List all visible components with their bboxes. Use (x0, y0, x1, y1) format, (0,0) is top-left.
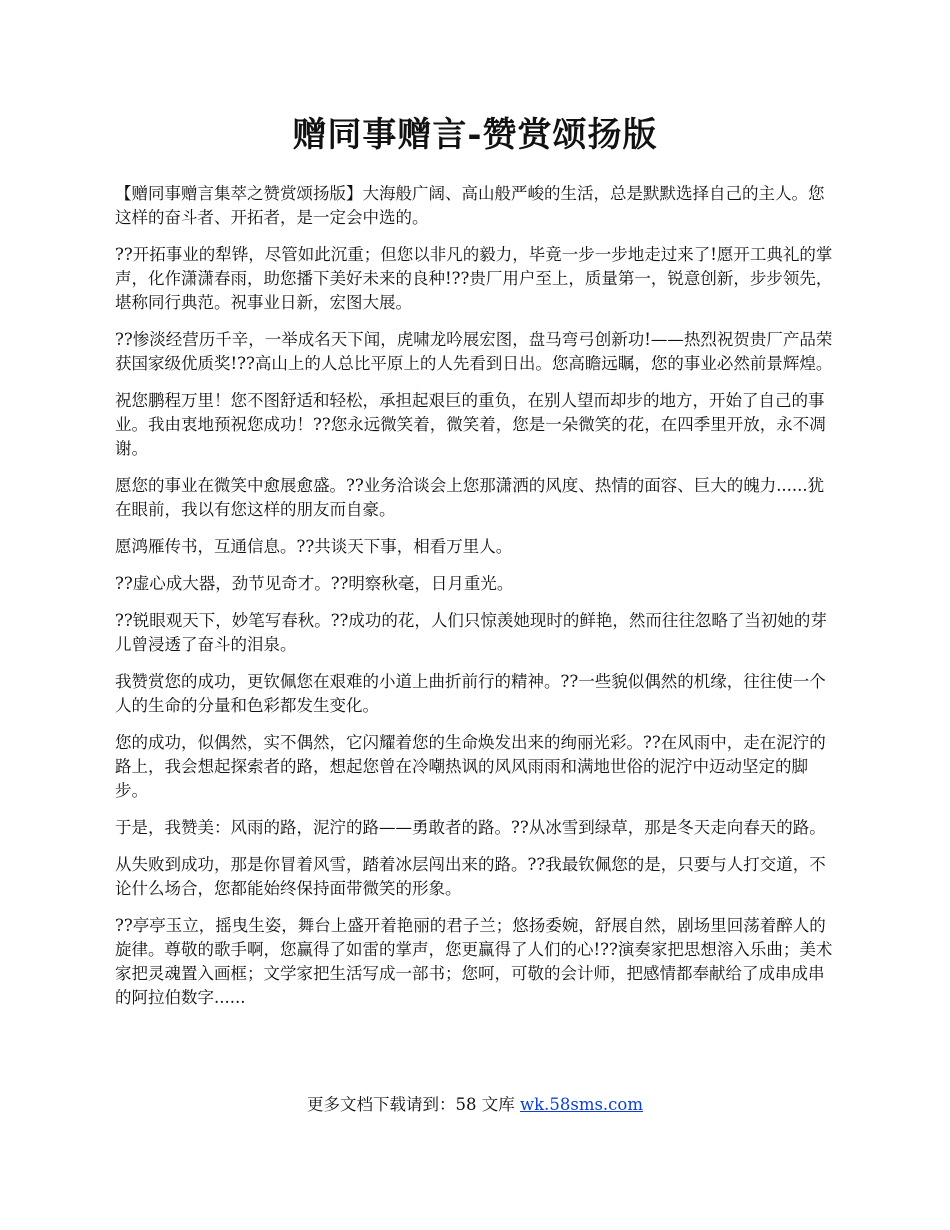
paragraph: ??虚心成大器，劲节见奇才。??明察秋毫，日月重光。 (115, 574, 514, 593)
paragraph: 于是，我赞美：风雨的路，泥泞的路——勇敢者的路。??从冰雪到绿草，那是冬天走向春天的路。 (115, 818, 826, 837)
paragraph: ??锐眼观天下，妙笔写春秋。??成功的花，人们只惊羡她现时的鲜艳，然而往往忽略了当初她的芽儿曾浸透了奋斗的泪泉。 (115, 611, 827, 654)
paragraph: 祝您鹏程万里！您不图舒适和轻松，承担起艰巨的重负，在别人望而却步的地方，开始了自己的事业。我由衷地预祝您成功！??您永远微笑着，微笑着，您是一朵微笑的花，在四季里开放，永不凋谢。 (115, 391, 826, 458)
footer-link[interactable]: wk.58sms.com (519, 1095, 643, 1114)
paragraph: 愿您的事业在微笑中愈展愈盛。??业务洽谈会上您那潇洒的风度、热情的面容、巨大的魄力......犹在眼前，我以有您这样的朋友而自豪。 (115, 476, 825, 519)
paragraph: 您的成功，似偶然，实不偶然，它闪耀着您的生命焕发出来的绚丽光彩。??在风雨中，走在泥泞的路上，我会想起探索者的路，想起您曾在冷嘲热讽的风风雨雨和满地世俗的泥泞中迈动坚定的脚步。 (115, 733, 826, 800)
paragraph: 从失败到成功，那是你冒着风雪，踏着冰层闯出来的路。??我最钦佩您的是，只要与人打交道，不论什么场合，您都能始终保持面带微笑的形象。 (115, 855, 826, 898)
document-title: 赠同事赠言-赞赏颂扬版 (292, 115, 658, 155)
footer (0, 1093, 950, 1117)
paragraph: ??惨淡经营历千辛，一举成名天下闻，虎啸龙吟展宏图，盘马弯弓创新功!——热烈祝贺贵厂产品荣获国家级优质奖!??高山上的人总比平原上的人先看到日出。您高瞻远瞩，您的事业必然前景辉煌。 (115, 330, 833, 373)
paragraph: 愿鸿雁传书，互通信息。??共谈天下事，相看万里人。 (115, 537, 513, 556)
paragraph: ??开拓事业的犁铧，尽管如此沉重；但您以非凡的毅力，毕竟一步一步地走过来了!愿开工典礼的掌声，化作潇潇春雨，助您播下美好未来的良种!??贵厂用户至上，质量第一，锐意创新，步步领先，堪称同行典范。祝事业日新，宏图大展。 (115, 245, 833, 312)
footer-text: 更多文档下载请到：58 文库 (306, 1095, 520, 1114)
paragraph: ??亭亭玉立，摇曳生姿，舞台上盛开着艳丽的君子兰；悠扬委婉，舒展自然，剧场里回荡着醉人的旋律。尊敬的歌手啊，您赢得了如雷的掌声，您更赢得了人们的心!??演奏家把思想溶入乐曲；美术家把灵魂置入画框；文学家把生活写成一部书；您呵，可敬的会计师，把感情都奉献给了成串成串的阿拉伯数字...... (115, 916, 833, 1007)
paragraph: 我赞赏您的成功，更钦佩您在艰难的小道上曲折前行的精神。??一些貌似偶然的机缘，往往使一个人的生命的分量和色彩都发生变化。 (115, 672, 826, 715)
paragraph: 【赠同事赠言集萃之赞赏颂扬版】大海般广阔、高山般严峻的生活，总是默默选择自己的主人。您这样的奋斗者、开拓者，是一定会中选的。 (115, 184, 825, 227)
document-body (115, 182, 840, 1023)
